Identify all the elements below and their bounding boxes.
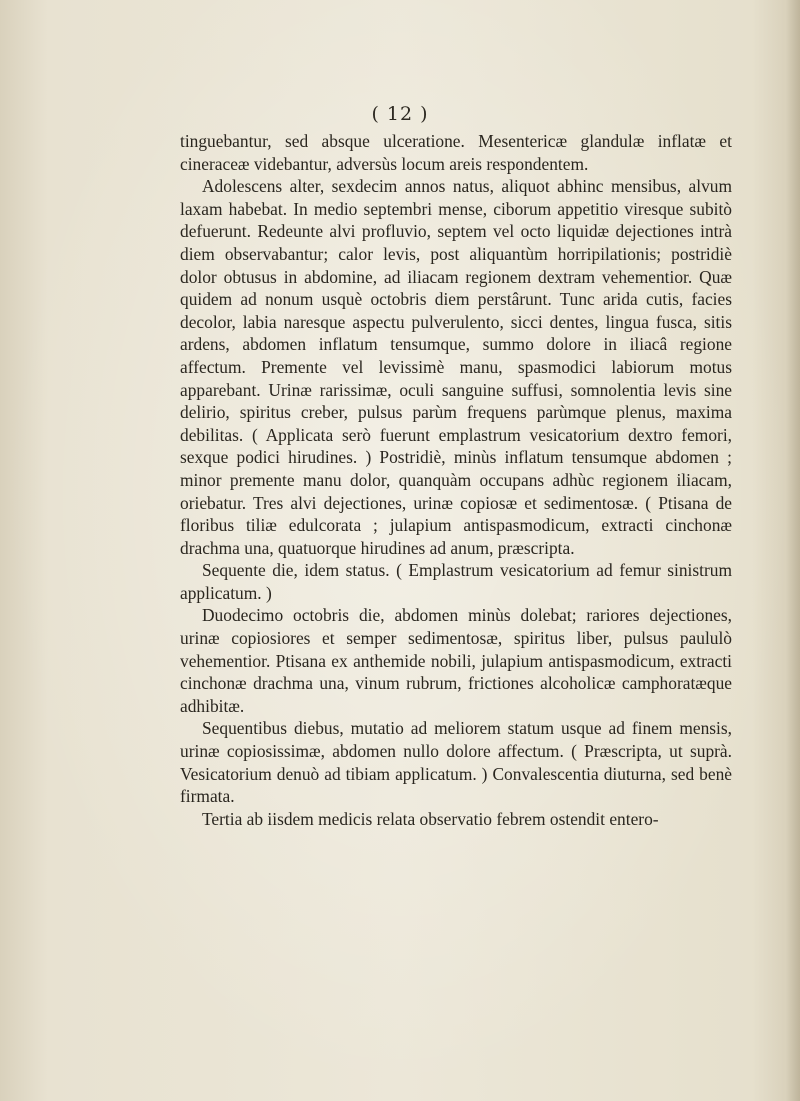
- paragraph-continuation: tinguebantur, sed absque ulceratione. Mesentericæ glandulæ inflatæ et cineraceæ videbantur, adversùs locum areis respondentem.: [180, 131, 732, 174]
- page-edge-shadow: [786, 0, 800, 1101]
- page-number: ( 12 ): [371, 103, 429, 125]
- paragraph-third-observation: Tertia ab iisdem medicis relata observatio febrem ostendit entero-: [202, 808, 659, 829]
- body-text: [180, 130, 732, 830]
- paragraph-following-days: Sequentibus diebus, mutatio ad meliorem statum usque ad finem mensis, urinæ copiosissimæ, abdomen nullo dolore affectum. ( Præscripta, ut suprà. Vesicatorium denuò ad tibiam applicatum. ) Convalescentia diuturna, sed benè firmata.: [180, 718, 732, 807]
- paragraph-following-day: Sequente die, idem status. ( Emplastrum vesicatorium ad femur sinistrum applicatum. ): [180, 560, 732, 603]
- paragraph-case-adolescent: Adolescens alter, sexdecim annos natus, aliquot abhinc mensibus, alvum laxam habebat. In medio septembri mense, ciborum appetitio viresque subitò defuerunt. Redeunte alvi profluvio, septem vel octo liquidæ dejectiones intrà diem observabantur; calor levis, post aliquantùm horripilationis; postridiè dolor obtusus in abdomine, ad iliacam regionem dextram vehementior. Quæ quidem ad nonum usquè octobris diem perstârunt. Tunc arida cutis, facies decolor, labia naresque aspectu pulverulento, sicci dentes, lingua fusca, sitis ardens, abdomen inflatum tensumque, summo dolore in iliacâ regione affectum. Premente vel levissimè manu, spasmodici labiorum motus apparebant. Urinæ rarissimæ, oculi sanguine suffusi, somnolentia levis sine delirio, spiritus creber, pulsus parùm frequens parùmque plenus, maxima debilitas. ( Applicata serò fuerunt emplastrum vesicatorium dextro femori, sexque podici hirudines. ) Postridiè, minùs inflatum tensumque abdomen ; minor premente manu dolor, quanquàm occupans adhùc regionem iliacam, oriebatur. Tres alvi dejectiones, urinæ copiosæ et sedimentosæ. ( Ptisana de floribus tiliæ edulcorata ; julapium antispasmodicum, extracti cinchonæ drachma una, quatuorque hirudines ad anum, præscripta.: [180, 176, 732, 558]
- paragraph-twelfth-october: Duodecimo octobris die, abdomen minùs dolebat; rariores dejectiones, urinæ copiosiores et semper sedimentosæ, spiritus liber, pulsus paululò vehementior. Ptisana ex anthemide nobili, julapium antispasmodicum, extracti cinchonæ drachma una, vinum rubrum, frictiones alcoholicæ camphoratæque adhibitæ.: [180, 605, 732, 716]
